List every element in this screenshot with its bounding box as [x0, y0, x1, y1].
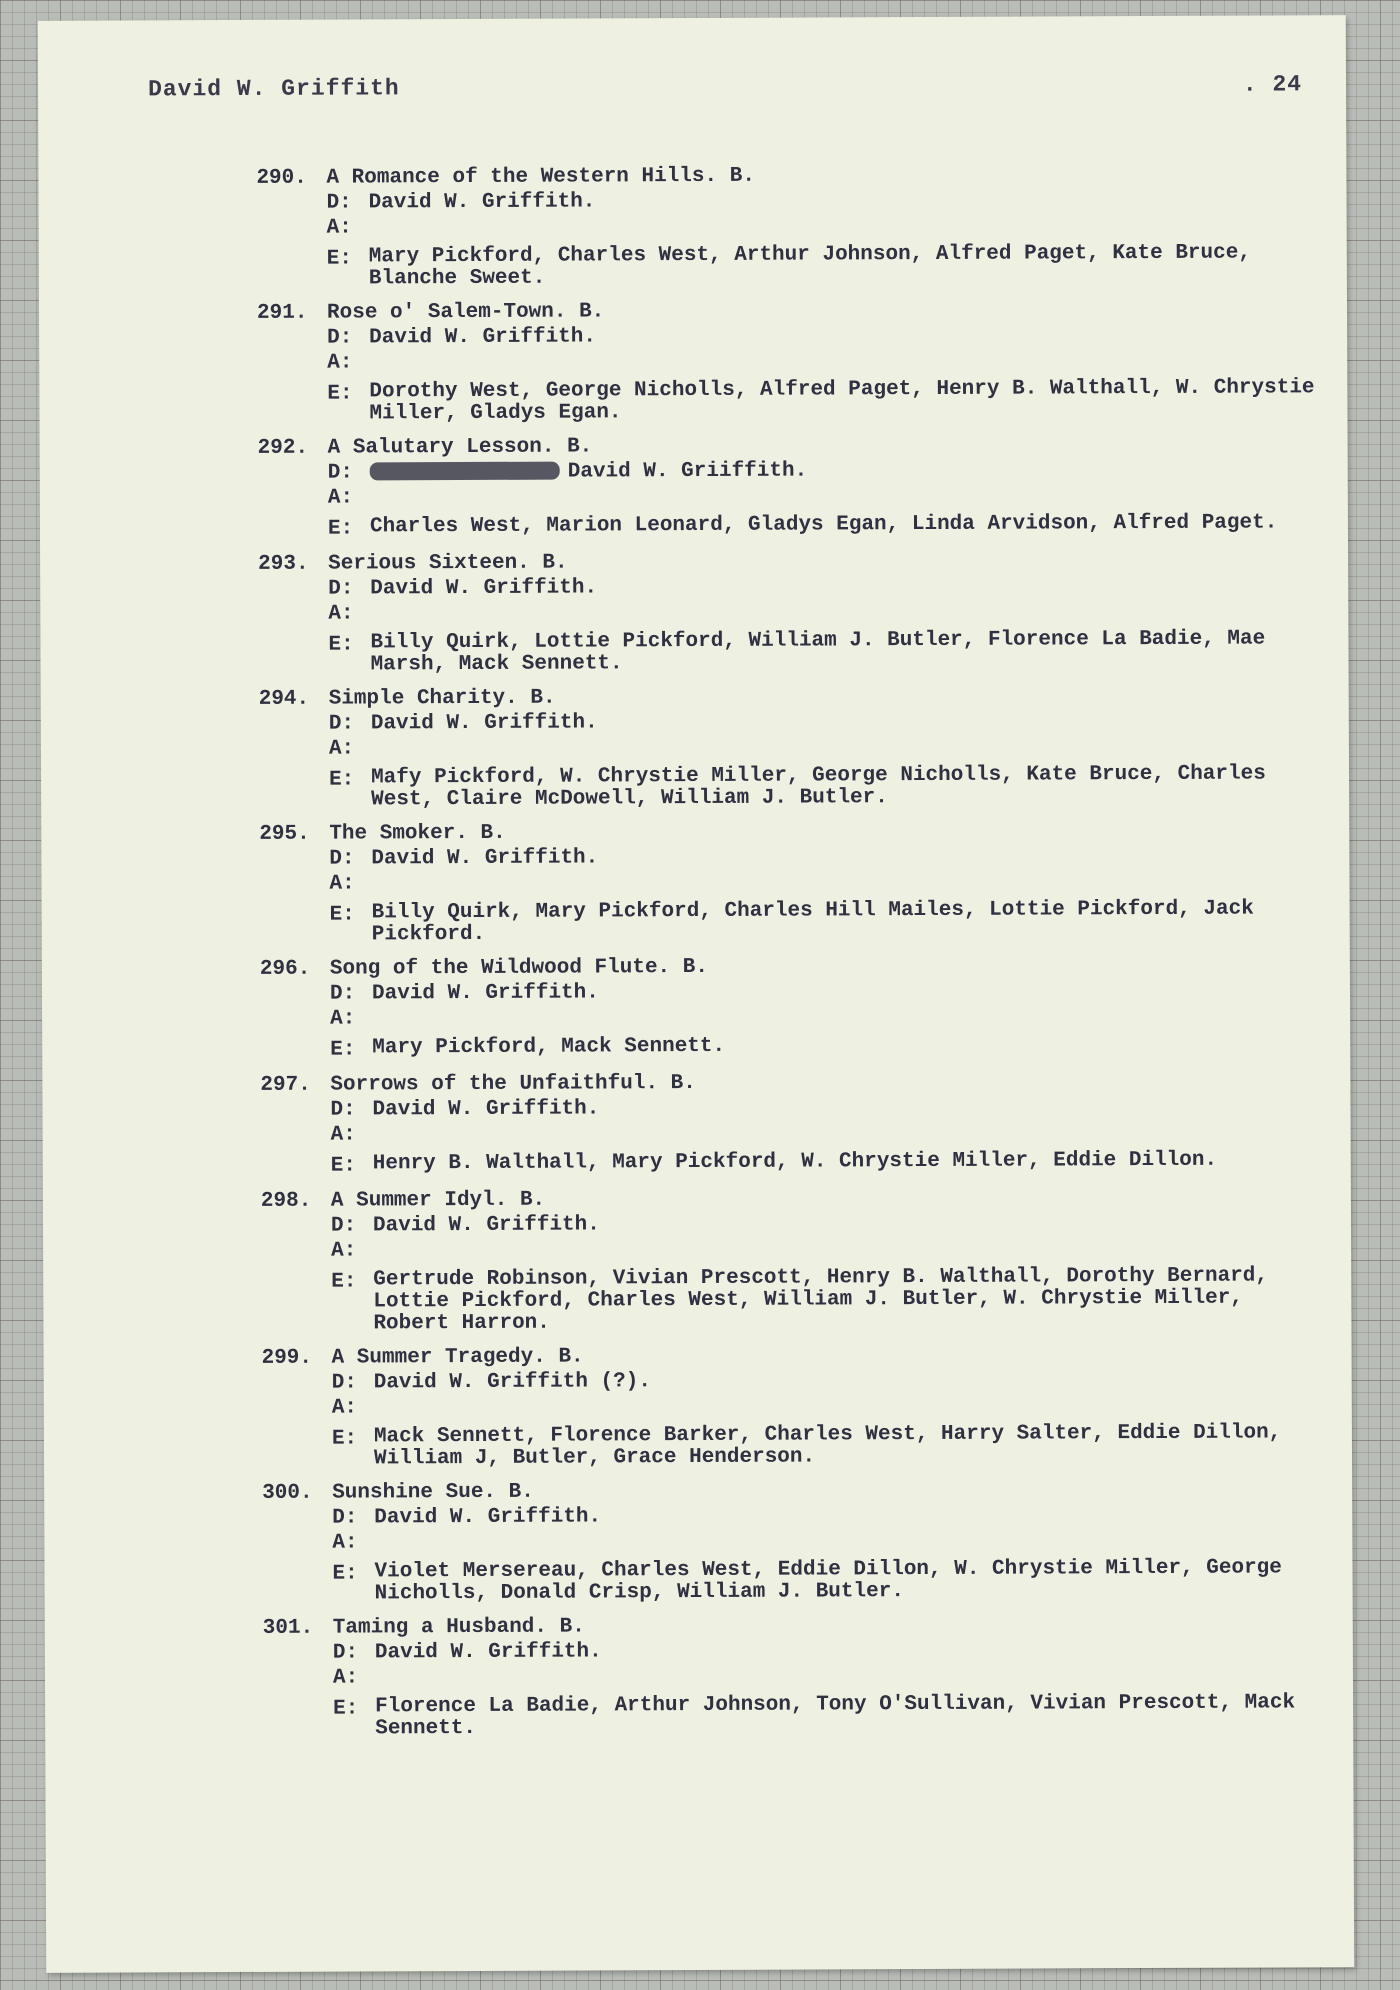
film-entry	[256, 161, 1337, 291]
film-entry	[258, 431, 1338, 542]
director-name: David W. Griffith (?).	[373, 1370, 651, 1395]
cast-line	[331, 1265, 1341, 1335]
cast-list: Billy Quirk, Mary Pickford, Charles Hill Mailes, Lottie Pickford, Jack Pickford.	[371, 897, 1254, 947]
cast-list: Billy Quirk, Lottie Pickford, William J. Butler, Florence La Badie, Mae Marsh, Mack Sennett.	[370, 627, 1266, 677]
entry-number: 300.	[262, 1481, 313, 1505]
cast-list: Mary Pickford, Charles West, Arthur Johnson, Alfred Paget, Kate Bruce, Blanche Sweet.	[368, 241, 1251, 291]
author-label: A:	[332, 1666, 359, 1690]
entry-body	[332, 1476, 1343, 1605]
author-label: A:	[327, 351, 353, 375]
director-name: David W. Griffith.	[372, 1097, 600, 1122]
cast-line	[332, 1422, 1342, 1470]
film-entry	[260, 1068, 1340, 1179]
cast-line	[333, 1692, 1343, 1740]
author-line	[329, 732, 1339, 761]
entry-body	[329, 682, 1340, 811]
film-title: Sorrows of the Unfaithful. B.	[330, 1072, 696, 1097]
cast-label: E:	[327, 517, 354, 541]
director-name: David W. Griffith.	[370, 711, 598, 736]
author-line	[328, 481, 1338, 510]
entry-number: 297.	[260, 1073, 311, 1097]
entry-number: 290.	[256, 166, 307, 190]
entry-body	[326, 161, 1337, 290]
director-label: D:	[326, 191, 352, 215]
cast-label: E:	[327, 382, 353, 406]
cast-list: Charles West, Marion Leonard, Gladys Egan, Linda Arvidson, Alfred Paget.	[369, 511, 1278, 539]
entry-number: 301.	[262, 1616, 314, 1640]
entry-body	[333, 1611, 1344, 1740]
film-title: Simple Charity. B.	[328, 686, 556, 711]
header-title: David W. Griffith	[147, 75, 400, 103]
cast-label: E:	[331, 1427, 358, 1451]
director-name: David W. Griffith.	[371, 981, 599, 1006]
cast-line	[327, 242, 1337, 290]
director-name: David W. Griffith.	[369, 325, 597, 350]
director-name: David W. Griffith.	[372, 1213, 600, 1238]
film-title: Song of the Wildwood Flute. B.	[329, 955, 708, 981]
director-name: David W. Griffith.	[370, 576, 598, 601]
director-label: D:	[330, 1214, 357, 1238]
filmography-list	[256, 161, 1343, 1751]
film-title: Sunshine Sue. B.	[332, 1480, 534, 1505]
director-label: D:	[329, 982, 356, 1006]
author-line	[332, 1391, 1342, 1420]
director-name: David W. Griffith.	[368, 190, 596, 215]
entry-number: 291.	[256, 301, 308, 325]
film-entry	[261, 1184, 1342, 1336]
entry-number: 294.	[258, 687, 310, 711]
entry-body	[331, 1184, 1342, 1335]
film-title: Serious Sixteen. B.	[328, 551, 568, 576]
director-name: David W. Griffith.	[374, 1505, 602, 1530]
author-label: A:	[331, 1239, 357, 1263]
author-line	[331, 1234, 1341, 1263]
cast-list: Violet Mersereau, Charles West, Eddie Dillon, W. Chrystie Miller, George Nicholls, Donald Crisp, William J. Butler.	[374, 1556, 1282, 1606]
film-title: Taming a Husband. B.	[332, 1615, 585, 1640]
entry-number: 293.	[258, 552, 309, 576]
director-label: D:	[327, 461, 353, 485]
film-title: Rose o' Salem-Town. B.	[326, 300, 605, 325]
director-label: D:	[327, 326, 353, 350]
author-line	[327, 211, 1337, 240]
film-entry	[259, 817, 1340, 947]
cast-label: E:	[328, 633, 354, 657]
director-name: David W. Griiffith.	[567, 459, 808, 484]
struck-out-text	[370, 462, 560, 481]
author-line	[329, 867, 1339, 896]
cast-line	[328, 628, 1338, 676]
author-label: A:	[326, 216, 352, 240]
entry-body	[327, 296, 1338, 425]
author-label: A:	[330, 1007, 356, 1031]
author-line	[327, 346, 1337, 375]
entry-body	[330, 1068, 1340, 1178]
cast-list: Mary Pickford, Mack Sennett.	[372, 1034, 726, 1060]
film-entry	[257, 296, 1338, 426]
cast-line	[331, 1149, 1341, 1178]
cast-label: E:	[329, 903, 355, 927]
film-entry	[258, 547, 1339, 677]
cast-label: E:	[330, 1154, 357, 1178]
film-entry	[260, 952, 1340, 1063]
author-line	[333, 1661, 1343, 1690]
entry-number: 298.	[260, 1189, 312, 1213]
page-number: . 24	[1242, 71, 1303, 98]
cast-label: E:	[329, 768, 355, 792]
entry-body	[328, 431, 1338, 541]
film-title: A Salutary Lesson. B.	[327, 435, 593, 460]
cast-list: Gertrude Robinson, Vivian Prescott, Henry B. Walthall, Dorothy Bernard, Lottie Pickford, Charles West, William J. Butler, W. Chrystie Miller, Robert Harron.	[373, 1264, 1269, 1336]
entry-number: 296.	[259, 957, 311, 981]
cast-label: E:	[332, 1562, 358, 1586]
cast-list: Mafy Pickford, W. Chrystie Miller, George Nicholls, Kate Bruce, Charles West, Claire McDowell, William J. Butler.	[371, 762, 1266, 812]
entry-body	[332, 1341, 1343, 1470]
entry-number: 295.	[259, 822, 310, 846]
director-label: D:	[329, 847, 355, 871]
author-label: A:	[328, 602, 354, 626]
cast-line	[327, 377, 1337, 425]
entry-number: 299.	[261, 1346, 313, 1370]
cast-label: E:	[330, 1038, 356, 1062]
entry-body	[328, 547, 1339, 676]
director-label: D:	[332, 1506, 358, 1530]
film-title: The Smoker. B.	[329, 821, 506, 846]
author-label: A:	[329, 872, 355, 896]
author-line	[331, 1118, 1341, 1147]
cast-label: E:	[326, 247, 353, 271]
cast-list: Florence La Badie, Arthur Johnson, Tony O'Sullivan, Vivian Prescott, Mack Sennett.	[375, 1691, 1296, 1741]
page-header	[148, 71, 1302, 102]
film-entry	[262, 1341, 1343, 1471]
director-label: D:	[332, 1641, 359, 1665]
director-name: David W. Griffith.	[374, 1640, 602, 1665]
director-label: D:	[331, 1371, 357, 1395]
film-title: A Summer Tragedy. B.	[331, 1345, 584, 1370]
author-line	[330, 1002, 1340, 1031]
cast-line	[328, 512, 1338, 541]
cast-list: Henry B. Walthall, Mary Pickford, W. Chrystie Miller, Eddie Dillon.	[372, 1148, 1218, 1176]
author-label: A:	[330, 1123, 356, 1147]
cast-line	[329, 763, 1339, 811]
author-label: A:	[332, 1531, 358, 1555]
director-label: D:	[328, 577, 354, 601]
author-line	[328, 597, 1338, 626]
film-title: A Summer Idyl. B.	[330, 1188, 546, 1213]
typed-page	[38, 15, 1355, 1973]
director-label: D:	[330, 1098, 356, 1122]
author-label: A:	[328, 737, 355, 761]
director-label: D:	[328, 712, 355, 736]
film-title: A Romance of the Western Hills. B.	[326, 164, 755, 190]
cast-list: Dorothy West, George Nicholls, Alfred Paget, Henry B. Walthall, W. Chrystie Miller, Gladys Egan.	[369, 376, 1315, 426]
entry-number: 292.	[257, 436, 309, 460]
cast-line	[330, 898, 1340, 946]
entry-body	[329, 817, 1340, 946]
film-entry	[259, 682, 1340, 812]
film-entry	[262, 1476, 1343, 1606]
cast-label: E:	[333, 1697, 359, 1721]
author-line	[332, 1526, 1342, 1555]
cast-line	[330, 1033, 1340, 1062]
cast-label: E:	[331, 1270, 357, 1294]
author-label: A:	[331, 1396, 358, 1420]
director-name: David W. Griffith.	[371, 846, 599, 871]
cast-line	[332, 1557, 1342, 1605]
cast-list: Mack Sennett, Florence Barker, Charles West, Harry Salter, Eddie Dillon, William J, Butler, Grace Henderson.	[373, 1421, 1282, 1471]
author-label: A:	[327, 486, 354, 510]
entry-body	[330, 952, 1340, 1062]
film-entry	[263, 1611, 1344, 1741]
